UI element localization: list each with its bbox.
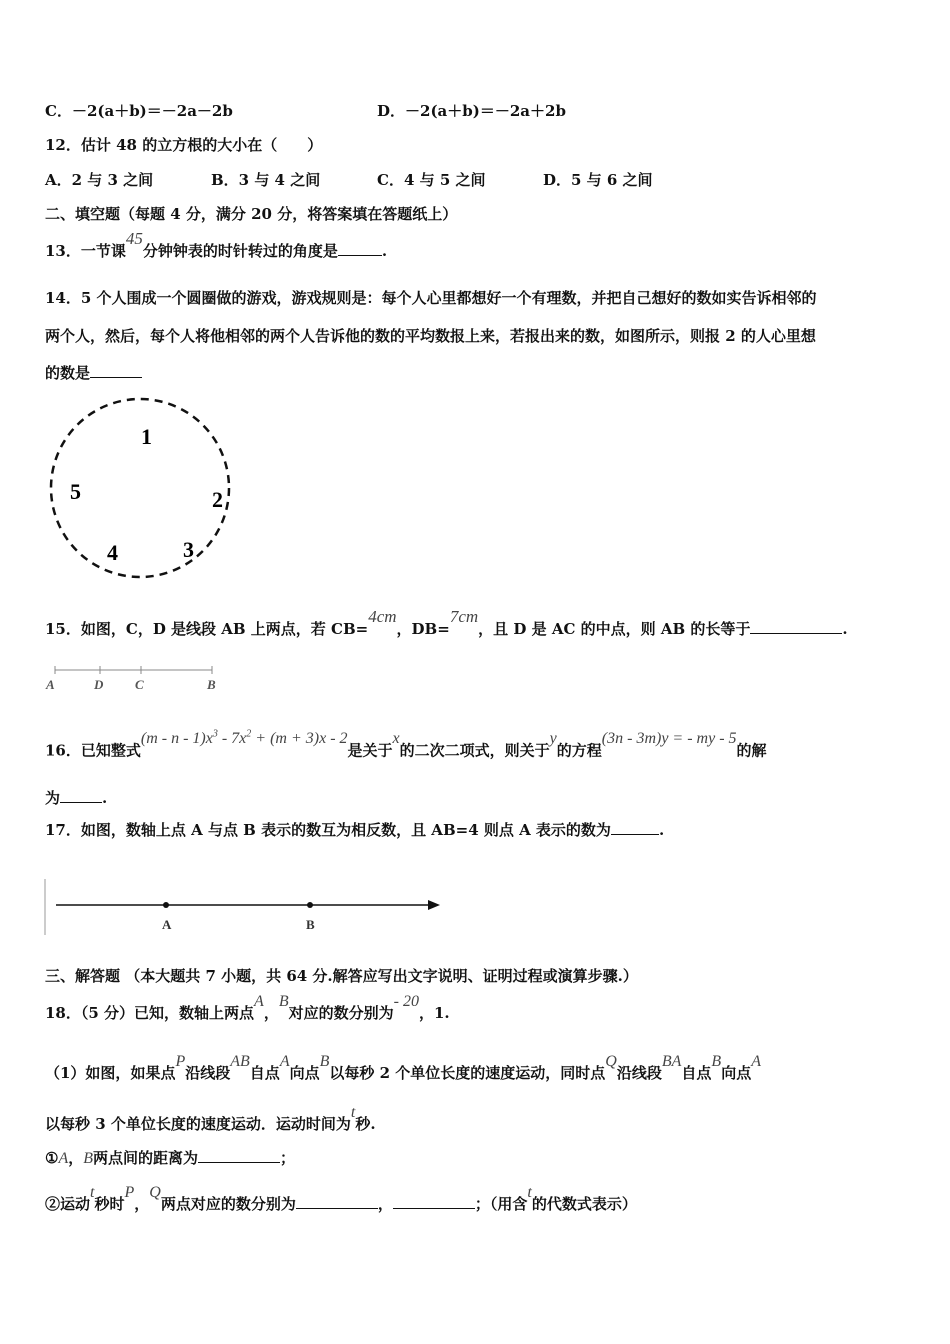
circle-number-1: 1 — [141, 424, 152, 449]
q18-part1-line — [45, 1053, 761, 1084]
q18-prefix: 18．（5 分）已知，数轴上两点 — [45, 1004, 255, 1022]
q18-sub2-t: t — [90, 1184, 95, 1201]
q17-number-line-figure — [40, 875, 450, 940]
q18-sub2 — [45, 1184, 637, 1215]
label-point-a: A — [162, 917, 172, 932]
q18-distance-blank[interactable] — [198, 1148, 280, 1163]
q18-sub2-q: Q — [149, 1184, 161, 1201]
q18-p2: 沿线段 — [185, 1064, 231, 1082]
q18-mid: 对应的数分别为 — [288, 1004, 394, 1022]
q14-answer-blank[interactable] — [90, 363, 142, 378]
label-b: B — [207, 677, 216, 692]
q18-value-neg20: - 20 — [393, 993, 419, 1010]
q15-answer-blank[interactable] — [750, 619, 842, 634]
poly-term-1: (m - n - 1)x — [140, 730, 213, 748]
circle-number-4: 4 — [107, 540, 118, 565]
section-3-heading: 三、解答题 （本大题共 7 小题，共 64 分.解答应写出文字说明、证明过程或演算步骤.） — [45, 967, 638, 985]
q18-p6: 沿线段 — [616, 1064, 662, 1082]
q14-line-1: 14．5 个人围成一个圆圈做的游戏，游戏规则是：每个人心里都想好一个有理数，并把自己想好的数如实告诉相邻的 — [45, 289, 817, 307]
q18-q-value-blank[interactable] — [393, 1194, 475, 1209]
q16-l2: 为 — [45, 789, 61, 807]
label-point-b: B — [306, 917, 315, 932]
point-b — [307, 902, 313, 908]
q18-comma: ， — [263, 1004, 279, 1022]
poly-exp-3: 3 — [212, 729, 218, 740]
q18-c2d: ， — [377, 1195, 393, 1213]
q15-end: . — [842, 620, 848, 638]
q13-text: 分钟钟表的时针转过的角度是 — [142, 242, 338, 260]
q18-sub1 — [45, 1148, 295, 1169]
q18-p-value-blank[interactable] — [296, 1194, 378, 1209]
q17-line — [45, 820, 664, 840]
q18-line-1 — [45, 993, 450, 1024]
q16-prefix: 16．已知整式 — [45, 741, 141, 760]
q17-answer-blank[interactable] — [611, 820, 659, 835]
q18-c1b: 两点间的距离为 — [93, 1149, 199, 1167]
q14-line-2: 两个人，然后，每个人将他相邻的两个人告诉他的数的平均数报上来，若报出来的数，如图所示，则报 2 的人心里想 — [45, 327, 816, 345]
q18-semi: ； — [280, 1149, 296, 1167]
q18-sub2-comma: ， — [134, 1195, 150, 1213]
q16-mid2: 的二次二项式，则关于 — [399, 741, 550, 760]
q13-prefix: 13．一节课 — [45, 242, 126, 260]
q15-cb-value: 4cm — [368, 607, 397, 626]
label-a: A — [46, 677, 55, 692]
q15-text: ，且 D 是 AC 的中点，则 AB 的长等于 — [478, 620, 751, 638]
q11-option-d: D．－2(a＋b)＝－2a＋2b — [377, 102, 566, 120]
circle-number-5: 5 — [70, 479, 81, 504]
q17-end: . — [658, 821, 665, 839]
q16-end: . — [102, 789, 108, 807]
poly-term-2: - 7x — [217, 730, 247, 748]
q18-p1: （1）如图，如果点 — [45, 1064, 176, 1082]
q16-var-x: x — [392, 730, 400, 748]
q17-text: 17．如图，数轴上点 A 与点 B 表示的数互为相反数，且 AB=4 则点 A 表示的数为 — [45, 821, 611, 839]
q13-end: . — [381, 242, 388, 260]
q12-option-a: A．2 与 3 之间 — [45, 171, 154, 189]
q18-var-a2: A — [279, 1053, 290, 1070]
q12-option-d: D．5 与 6 之间 — [543, 171, 653, 189]
q15-db-value: 7cm — [449, 607, 479, 626]
q18-c2f: 的代数式表示） — [531, 1195, 637, 1213]
q18-c2: ②运动 — [45, 1195, 91, 1213]
q14-line-3-text: 的数是 — [45, 364, 91, 382]
q18-c2c: 两点对应的数分别为 — [160, 1195, 296, 1213]
q16-answer-blank[interactable] — [60, 788, 102, 803]
q16-polynomial — [141, 730, 348, 747]
q16-post: 的解 — [736, 741, 767, 760]
q18-p4b: 向点 — [721, 1064, 752, 1082]
q16-equation: (3n - 3m)y = - my - 5 — [601, 730, 737, 748]
q18-var-t: t — [350, 1104, 356, 1121]
q18-p3b: 自点 — [681, 1064, 712, 1082]
q18-var-a: A — [254, 993, 264, 1010]
circle-number-2: 2 — [212, 487, 223, 512]
q18-sub1-comma: ， — [68, 1149, 84, 1167]
q16-line-1 — [45, 729, 767, 761]
q18-var-p: P — [175, 1053, 186, 1070]
q11-option-c: C．－2(a＋b)＝－2a－2b — [45, 102, 233, 120]
q18-p5: 以每秒 2 个单位长度的速度运动，同时点 — [329, 1064, 606, 1082]
q14-line-3 — [45, 363, 142, 383]
circle-number-3: 3 — [183, 537, 194, 562]
label-d: D — [94, 677, 104, 692]
q15-line — [45, 607, 848, 639]
q12-stem: 12．估计 48 的立方根的大小在（ ） — [45, 136, 323, 154]
q15-segment-figure — [44, 660, 224, 696]
q18-sub2-t2: t — [527, 1184, 532, 1201]
q18-c2b: 秒时 — [94, 1195, 125, 1213]
label-c: C — [135, 677, 144, 692]
q18-sub2-p: P — [124, 1184, 135, 1201]
q13-answer-blank[interactable] — [338, 241, 382, 256]
q18-var-q: Q — [605, 1053, 617, 1070]
q18-sub1-a: A — [58, 1150, 69, 1167]
q18-var-b: B — [278, 993, 289, 1010]
q18-var-a3: A — [751, 1053, 761, 1070]
poly-term-3: + (m + 3)x - 2 — [251, 730, 348, 748]
q18-c2e: ；（用含 — [474, 1195, 528, 1213]
section-2-heading: 二、填空题（每题 4 分，满分 20 分，将答案填在答题纸上） — [45, 205, 458, 223]
q12-option-b: B．3 与 4 之间 — [211, 171, 321, 189]
q16-mid3: 的方程 — [556, 741, 602, 760]
arrow-head-icon — [428, 900, 440, 910]
q16-line-2 — [45, 788, 107, 808]
q18-var-b3: B — [711, 1053, 722, 1070]
q13-line — [45, 229, 388, 261]
q18-line-3 — [45, 1104, 376, 1135]
q18-var-ba: BA — [661, 1053, 682, 1070]
q18-p3: 自点 — [249, 1064, 280, 1082]
q18-p4: 向点 — [289, 1064, 320, 1082]
q18-sec: 秒. — [355, 1115, 376, 1133]
q14-circle-figure — [40, 390, 245, 590]
q15-prefix: 15．如图，C，D 是线段 AB 上两点，若 CB= — [45, 620, 369, 638]
q18-l3: 以每秒 3 个单位长度的速度运动．运动时间为 — [45, 1115, 351, 1133]
q13-minutes: 45 — [125, 229, 143, 248]
q15-mid: ，DB= — [396, 620, 450, 638]
q18-c1: ① — [45, 1149, 59, 1167]
q12-option-c: C．4 与 5 之间 — [377, 171, 486, 189]
q18-post: ，1. — [418, 1004, 450, 1022]
poly-exp-2: 2 — [246, 729, 252, 740]
q16-var-y: y — [549, 730, 557, 748]
q18-var-b2: B — [319, 1053, 330, 1070]
q18-var-ab: AB — [230, 1053, 250, 1070]
q18-sub1-b: B — [83, 1150, 94, 1167]
point-a — [163, 902, 169, 908]
q16-mid1: 是关于 — [347, 741, 393, 760]
